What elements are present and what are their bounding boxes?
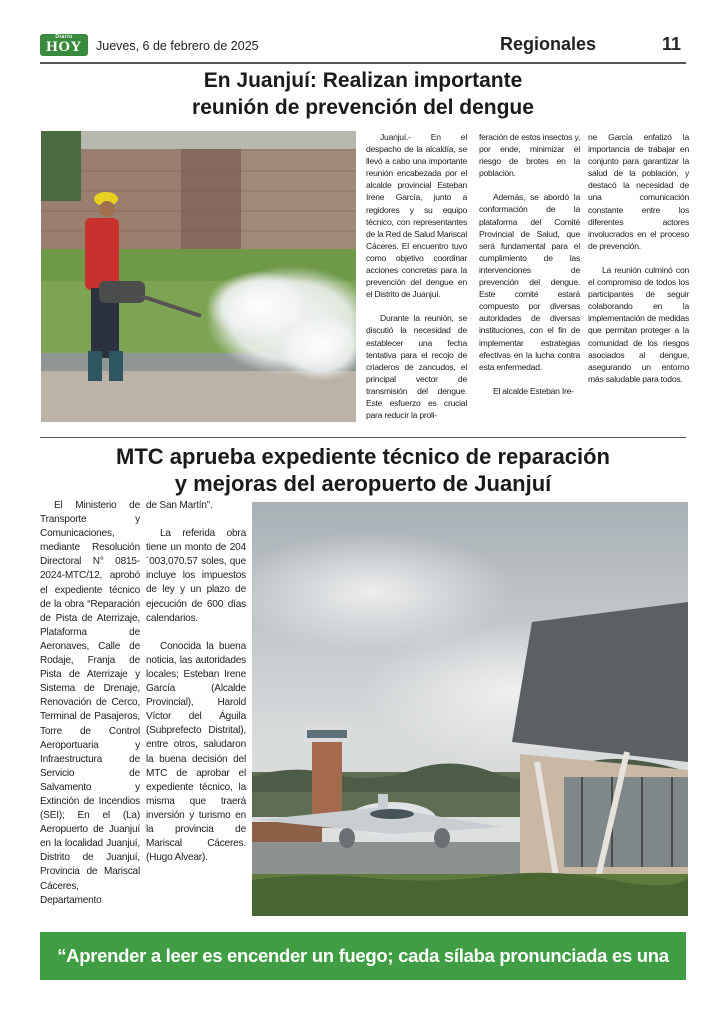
article2-col2-paragraph: La referida obra tiene un monto de 204´003,070.57 soles, que incluye los impuestos de ley y un plazo de ejecución de 600 días calendarios. [146, 528, 246, 624]
article1-col2-paragraph: Además, se abordó la conformación de la plataforma del Comité Provincial de Salud, que será fundamental para el cumplimiento de las intervenciones de prevención del dengue. Este comité estará compuesto por diversas autoridades de diversas instituciones, con el fin de implementar estrategias efectivas en la lucha contra esta enfermedad. [479, 192, 580, 372]
article1-body [366, 131, 688, 426]
article2-headline [40, 443, 686, 497]
article1-col2-paragraph: feración de estos insectos y, por ende, minimizar el riesgo de brotes en la población. [479, 132, 580, 179]
article2-col1-paragraph: El Ministerio de Transporte y Comunicaciones, mediante Resolución Directoral N° 0815-2024-MTC/12, aprobó el expediente técnico de la obra “Reparación de Pista de Aterrizaje, Plataforma de Aeronaves, Calle de Rodaje, Franja de Pista de Aterrizaje y Sistema de Drenaje, Renovación de Cerco, Terminal de Pasajeros, Torre de Control Aeroportuaria y Infraestructura de Servicio de Salvamento y Extinción de Incendios (SEI); En el (La) Aeropuerto de Juanjuí en la localidad Juanjuí, Distrito de Juanjuí, Provincia de Mariscal Cáceres, Departamento [40, 500, 140, 906]
article1-headline [40, 67, 686, 121]
section-title: Regionales [500, 34, 597, 54]
article2-photo-airport-render [252, 502, 688, 916]
masthead [40, 32, 686, 62]
header-divider [40, 62, 686, 64]
article1-column-1 [366, 131, 467, 433]
article1-col1-paragraph: Juanjuí.- En el despacho de la alcaldía, se llevó a cabo una importante reunión encabezada por el alcalde provincial Esteban Irene García, junto a regidores y su equipo técnico, con representantes de la Red de Salud Mariscal Cáceres. El encuentro tuvo como objetivo coordinar acciones concretas para la prevención del dengue en el Distrito de Juanjuí. [366, 132, 467, 300]
logo-small-text: Diario [55, 34, 73, 40]
article2-headline-line1: MTC aprueba expediente técnico de reparación [116, 444, 610, 469]
article1-col3-paragraph: La reunión culminó con el compromiso de todos los participantes de seguir colaborando en la implementación de medidas que permitan proteger a la comunidad de los riesgos asociados al dengue, asegurando un entorno más saludable para todos. [588, 264, 689, 384]
article1-headline-line2: reunión de prevención del dengue [192, 96, 534, 119]
article2-col2-paragraph: de San Martín”. [146, 500, 213, 511]
article2-col2-paragraph: Conocida la buena noticia, las autoridades locales; Esteban Irene García (Alcalde Provincial), Harold Víctor del Águila (Subprefecto Distrital), entre otros, saludaron la buena decisión del MTC de aprobar el expediente técnico, la misma que traerá inversión y turismo en la provincia de Mariscal Cáceres. (Hugo Alvear). [146, 640, 246, 864]
article1-headline-line1: En Juanjuí: Realizan importante [203, 69, 523, 92]
article1-col3-paragraph: ne García enfatizó la importancia de trabajar en conjunto para garantizar la salud de la población, y destacó la necesidad de una comunicación constante entre los diferentes actores involucrados en el proceso de prevención. [588, 132, 689, 251]
article1-column-2 [479, 131, 580, 409]
newspaper-logo [40, 34, 88, 56]
article2-headline-line2: y mejoras del aeropuerto de Juanjuí [174, 471, 552, 496]
issue-date: Jueves, 6 de febrero de 2025 [96, 39, 259, 53]
logo-main-text: HOY [46, 39, 82, 55]
article1-column-3 [588, 131, 689, 397]
article1-col1-paragraph: Durante la reunión, se discutió la necesidad de establecer una fecha tentativa para el recojo de criaderos de zancudos, el principal vector de transmisión del dengue. Este esfuerzo es crucial para reducir la proli- [366, 313, 467, 421]
article1-photo-fumigation [41, 131, 356, 422]
article2-column-2 [146, 499, 246, 879]
quote-banner: “Aprender a leer es encender un fuego; cada sílaba pronunciada es una chispa”. [40, 932, 686, 980]
page-number: 11 [662, 34, 682, 54]
article2-column-1 [40, 499, 140, 922]
article-divider [40, 437, 686, 438]
article1-col2-paragraph: El alcalde Esteban Ire- [493, 385, 574, 396]
